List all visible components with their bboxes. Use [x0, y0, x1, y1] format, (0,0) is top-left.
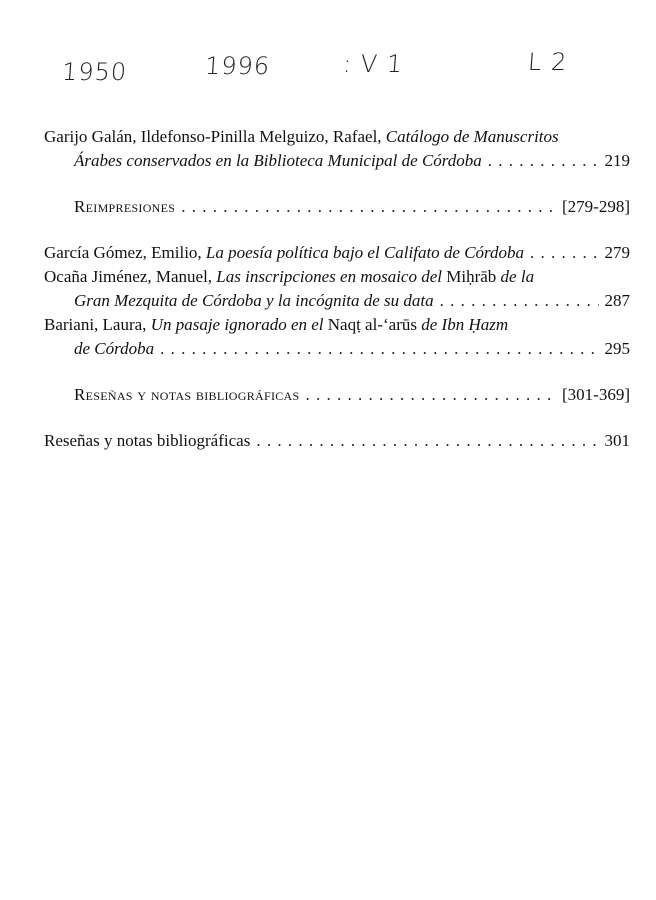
page-range: [301-369]: [562, 385, 630, 404]
page-number: 295: [604, 339, 630, 358]
toc-line: [44, 429, 630, 453]
handwritten-note: L 2: [527, 48, 569, 76]
page-range: [279-298]: [562, 197, 630, 216]
toc-line: [44, 125, 630, 149]
section-heading: [44, 383, 630, 407]
entry-title: Las inscripciones en mosaico del: [216, 267, 442, 286]
toc-entry: [44, 265, 630, 313]
toc-line: [44, 337, 630, 361]
entry-title-term: Miḥrāb: [446, 267, 497, 286]
toc-line: [74, 383, 630, 407]
entry-title: de la: [500, 267, 535, 286]
entry-title: Un pasaje ignorado en el: [150, 315, 324, 334]
entry-title: Reseñas y notas bibliográficas: [44, 431, 251, 450]
toc-entry: [44, 313, 630, 361]
leader-dots: [256, 429, 598, 453]
toc-line: [44, 289, 630, 313]
toc-line: [44, 149, 630, 173]
entry-title: de Ibn Ḥazm: [421, 315, 509, 334]
handwritten-note: 1950: [61, 58, 129, 86]
leader-dots: [440, 289, 599, 313]
toc-line: [44, 265, 630, 289]
entry-author: Ocaña Jiménez, Manuel,: [44, 267, 213, 286]
page-number: 219: [604, 151, 630, 170]
entry-author: Garijo Galán, Ildefonso-Pinilla Melguizo, Rafael,: [44, 127, 382, 146]
leader-dots: [530, 241, 598, 265]
handwritten-note: : V 1: [342, 50, 405, 78]
leader-dots: [160, 337, 598, 361]
toc-entry: [44, 125, 630, 173]
page-number: 301: [604, 431, 630, 450]
handwritten-annotations: [0, 44, 656, 104]
entry-title-continued: de Córdoba: [74, 339, 155, 358]
section-label: Reseñas y notas bibliográficas: [74, 385, 300, 404]
entry-author: García Gómez, Emilio,: [44, 243, 202, 262]
leader-dots: [181, 195, 556, 219]
table-of-contents: [44, 125, 630, 453]
toc-line: [44, 241, 630, 265]
page-number: 279: [604, 243, 630, 262]
entry-author: Bariani, Laura,: [44, 315, 147, 334]
leader-dots: [488, 149, 599, 173]
toc-entry: [44, 429, 630, 453]
toc-entry: [44, 241, 630, 265]
page-number: 287: [604, 291, 630, 310]
entry-title: La poesía política bajo el Califato de Córdoba: [205, 243, 525, 262]
toc-line: [44, 313, 630, 337]
entry-title-term: Naqṭ al-ʻarūs: [327, 315, 417, 334]
leader-dots: [305, 383, 556, 407]
section-heading: [44, 195, 630, 219]
entry-title-continued: Gran Mezquita de Córdoba y la incógnita de su data: [74, 291, 434, 310]
toc-line: [74, 195, 630, 219]
entry-title: Catálogo de Manuscritos: [385, 127, 559, 146]
entry-title-continued: Árabes conservados en la Biblioteca Municipal de Córdoba: [74, 151, 482, 170]
handwritten-note: 1996: [204, 52, 272, 80]
section-label: Reimpresiones: [74, 197, 176, 216]
